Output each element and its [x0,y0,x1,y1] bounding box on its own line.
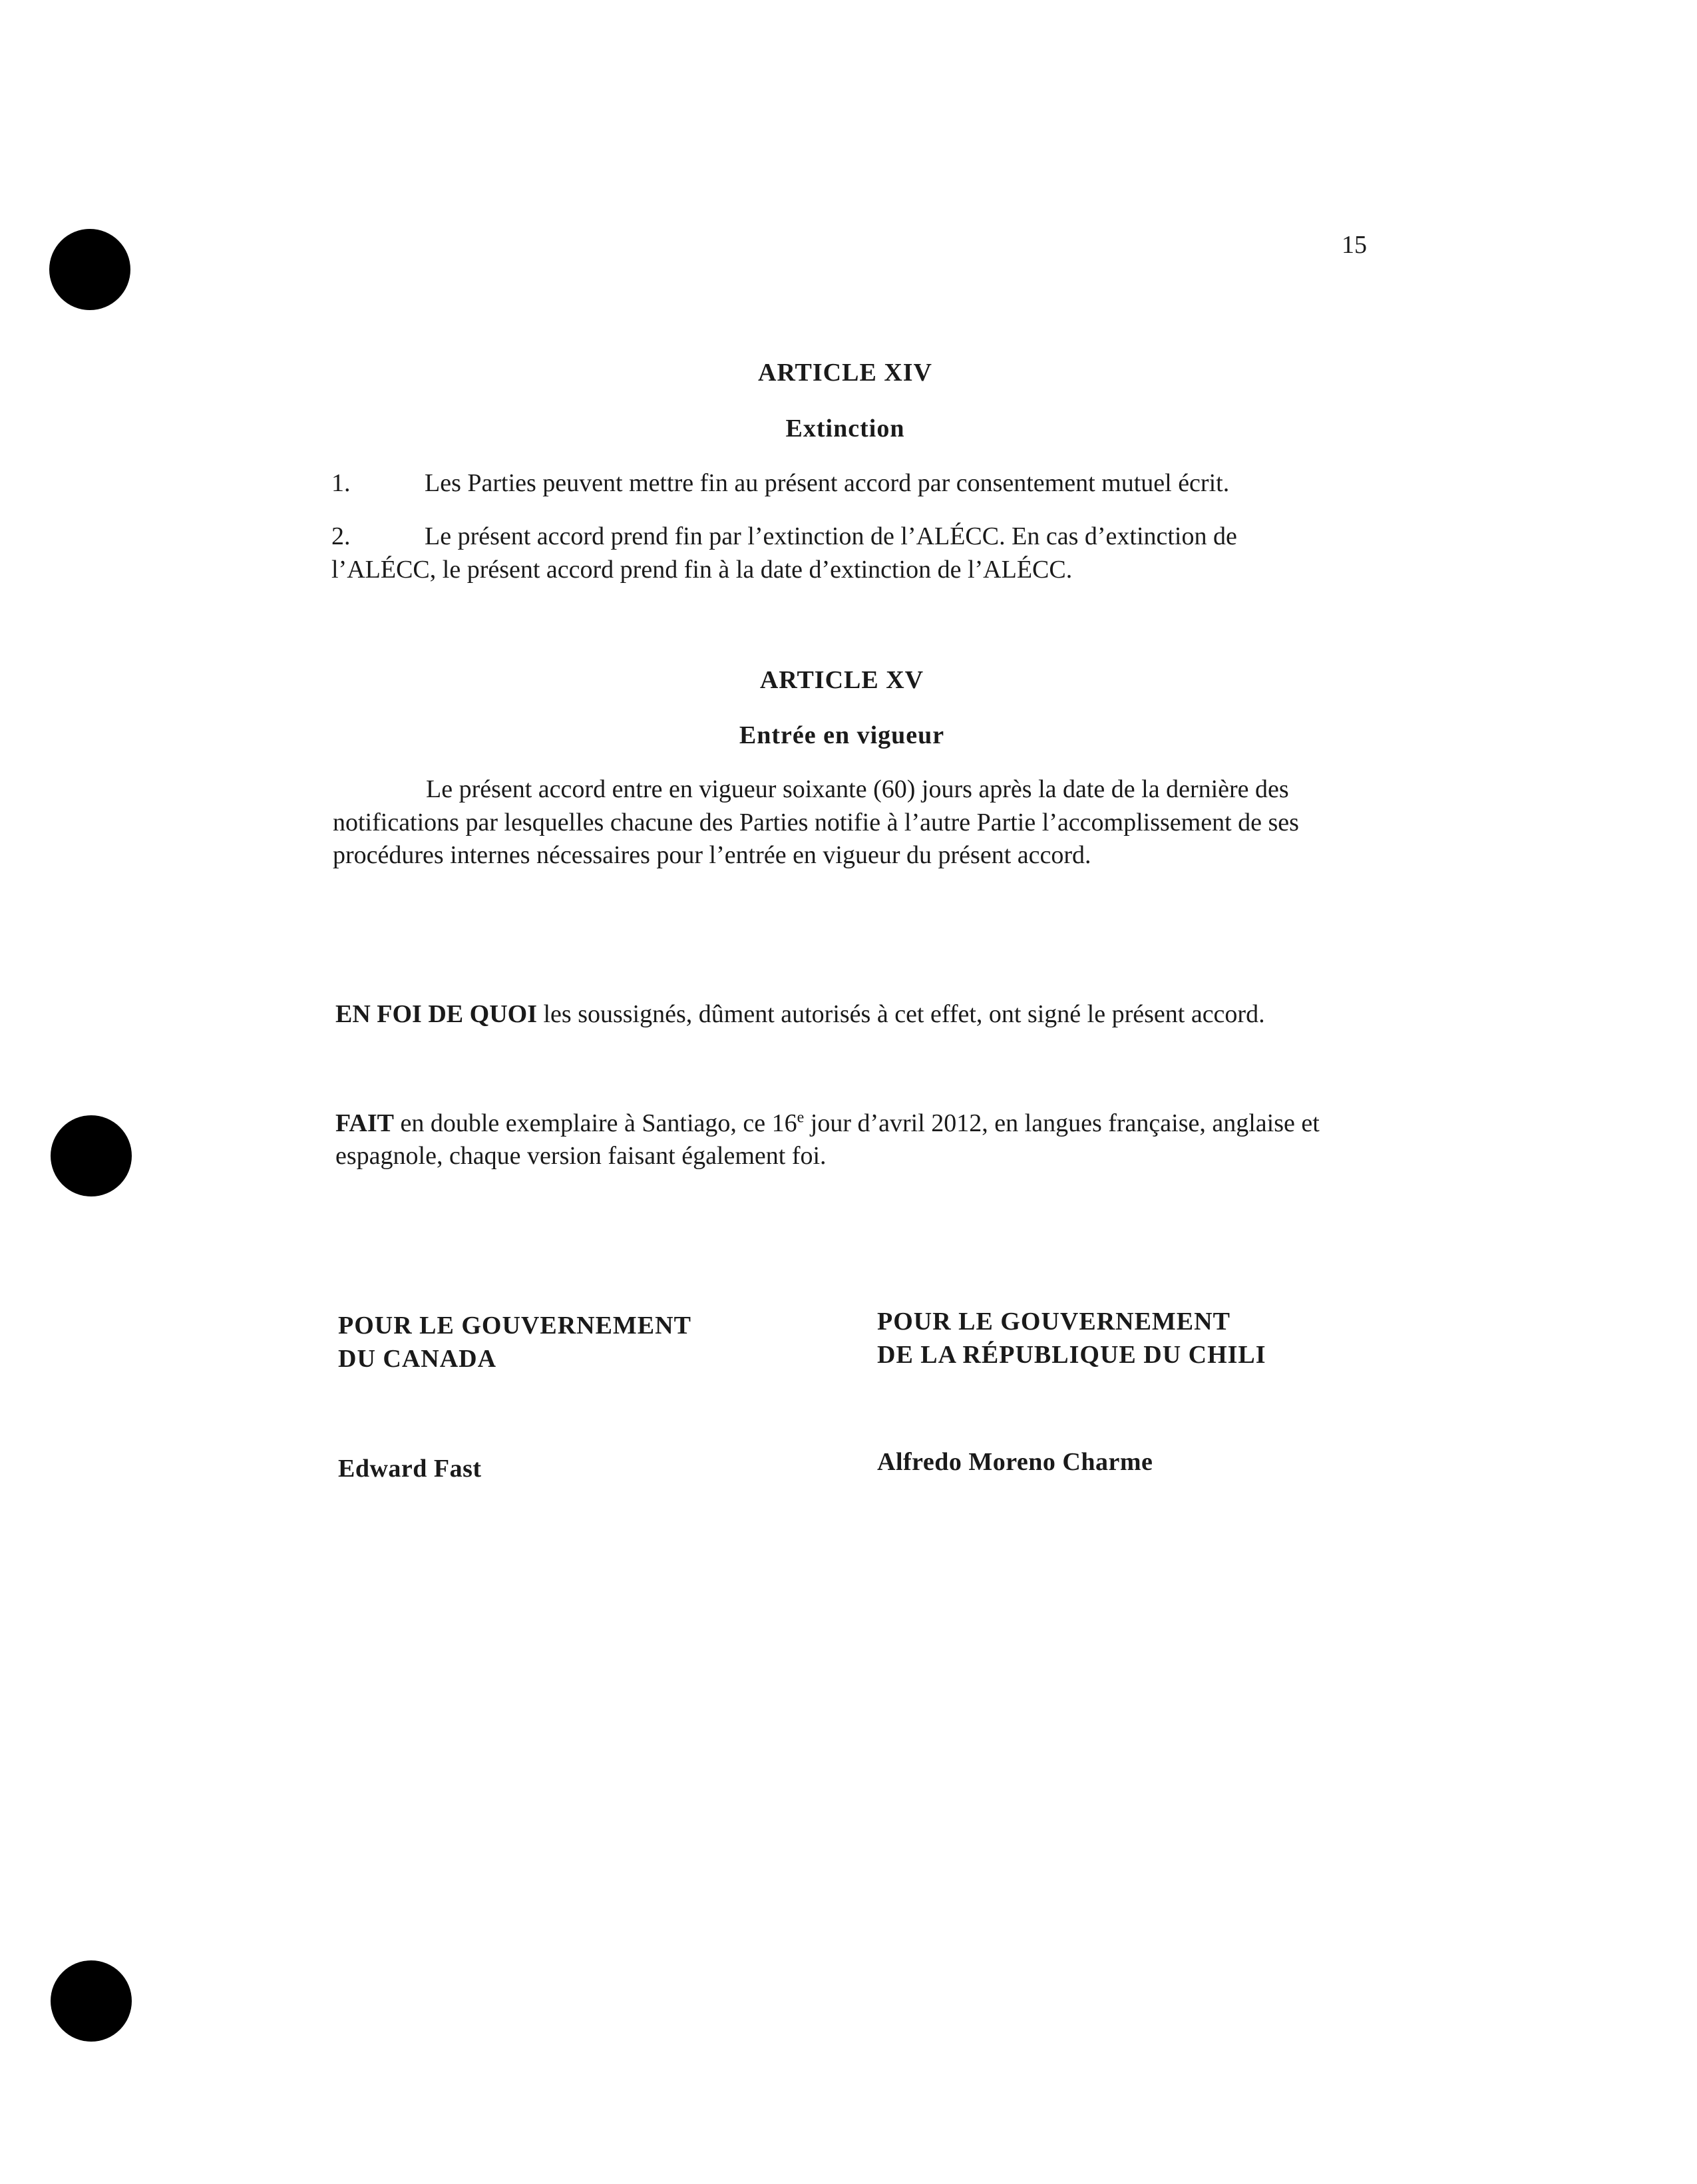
article-xiv-subheading: Extinction [785,415,905,443]
paragraph-text: Le présent accord prend fin par l’extinction de l’ALÉCC. En cas d’extinction de [425,522,1237,550]
done-at-clause-line-2: espagnole, chaque version faisant également foi. [335,1142,827,1170]
article-xiv-heading: ARTICLE XIV [758,359,932,387]
article-xv-subheading: Entrée en vigueur [739,721,945,749]
article-xv-heading: ARTICLE XV [759,666,924,694]
canada-signatory-title-line-1: POUR LE GOUVERNEMENT [338,1312,691,1340]
article-xiv-paragraph-2-continued: l’ALÉCC, le présent accord prend fin à la date d’extinction de l’ALÉCC. [331,556,1073,584]
ordinal-superscript: e [797,1109,805,1127]
canada-signatory-name: Edward Fast [338,1455,482,1483]
canada-signatory-title-line-2: DU CANADA [338,1345,497,1373]
paragraph-text: Les Parties peuvent mettre fin au présent accord par consentement mutuel écrit. [425,469,1230,497]
article-xv-line-3: procédures internes nécessaires pour l’entrée en vigueur du présent accord. [333,841,1091,869]
punch-hole-middle [51,1115,132,1196]
witness-lead: EN FOI DE QUOI [335,1000,537,1028]
witness-clause [335,998,1265,1031]
paragraph-number: 1. [331,469,351,497]
done-at-clause [335,1107,1320,1140]
done-at-text-continued: jour d’avril 2012, en langues française, anglaise et [804,1109,1320,1137]
done-at-lead: FAIT [335,1109,394,1137]
page-number: 15 [1342,231,1367,259]
witness-text: les soussignés, dûment autorisés à cet effet, ont signé le présent accord. [536,1000,1265,1028]
punch-hole-top [49,229,130,310]
chile-signatory-title-line-1: POUR LE GOUVERNEMENT [877,1308,1230,1336]
done-at-text: en double exemplaire à Santiago, ce 16 [393,1109,797,1137]
chile-signatory-title-line-2: DE LA RÉPUBLIQUE DU CHILI [877,1341,1266,1369]
paragraph-number: 2. [331,522,351,550]
article-xv-line-2: notifications par lesquelles chacune des Parties notifie à l’autre Partie l’accomplissement de ses [333,809,1299,836]
punch-hole-bottom [51,1960,132,2042]
article-xiv-paragraph-1 [331,467,1229,500]
article-xv-line-1: Le présent accord entre en vigueur soixante (60) jours après la date de la dernière des [426,775,1289,803]
chile-signatory-name: Alfredo Moreno Charme [877,1448,1153,1476]
article-xiv-paragraph-2 [331,520,1237,553]
